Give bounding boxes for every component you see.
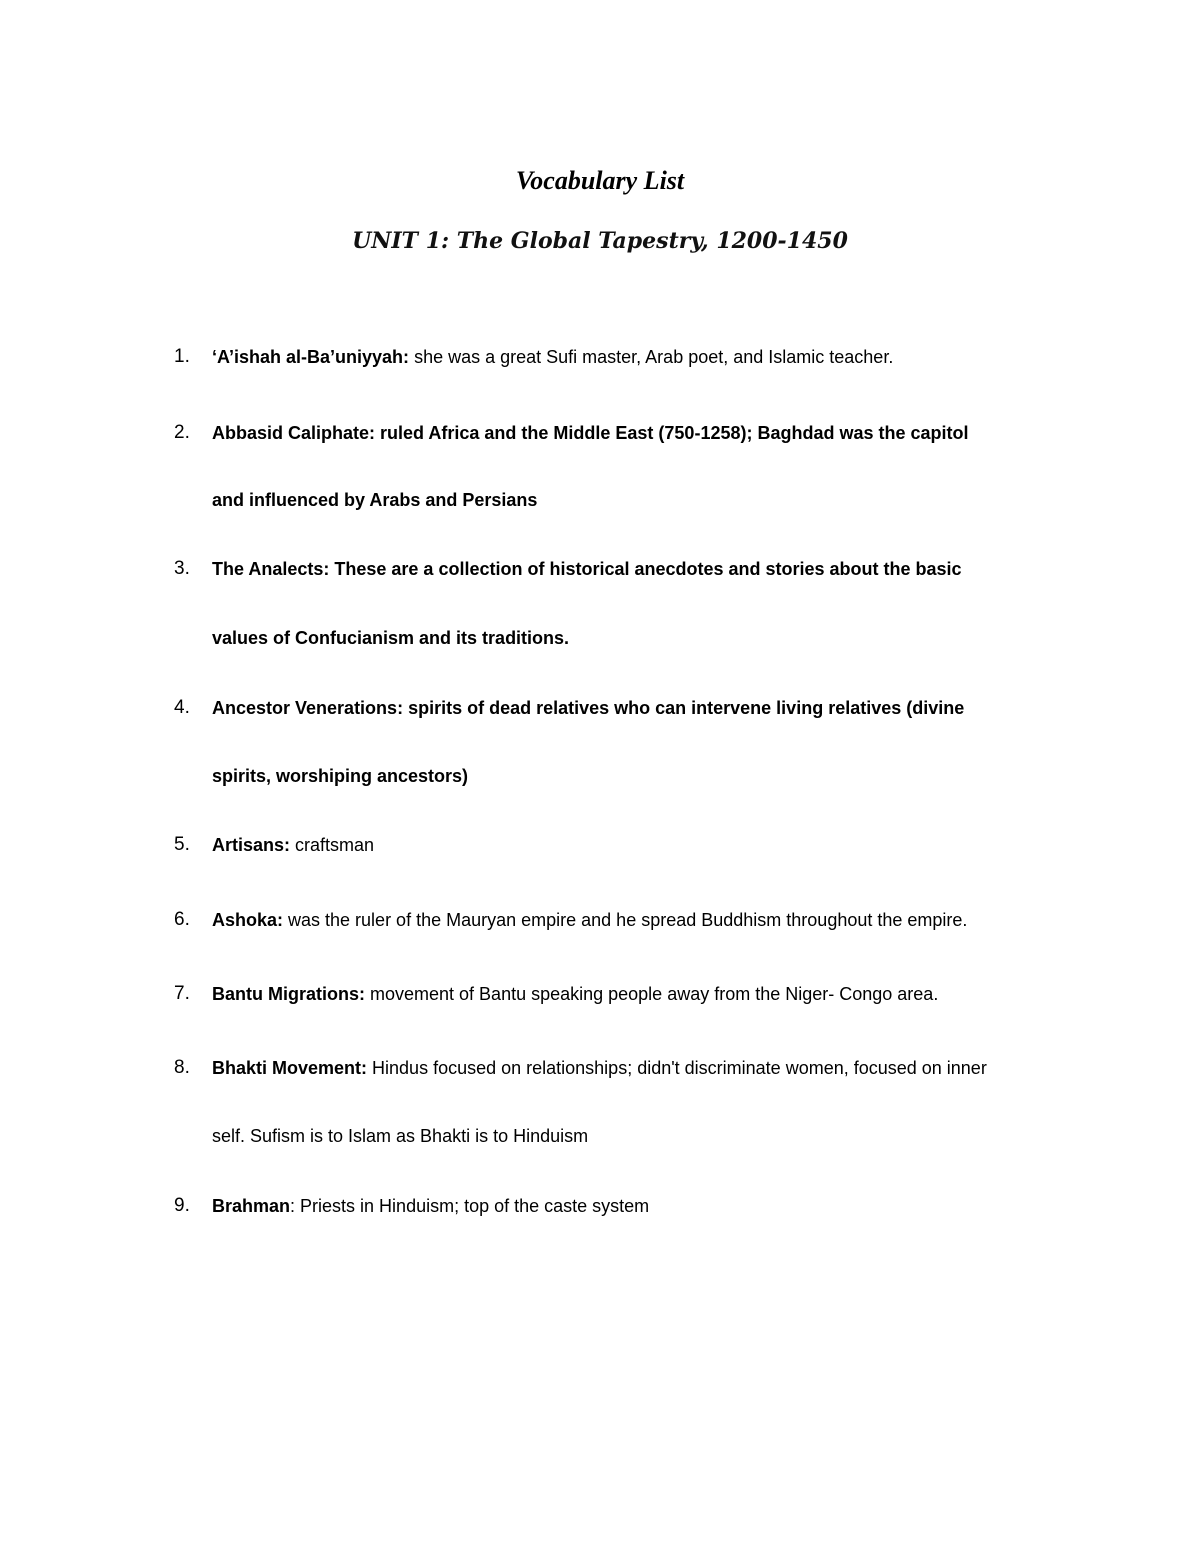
item-number: 2. bbox=[174, 422, 190, 443]
vocab-definition: : Priests in Hinduism; top of the caste system bbox=[290, 1196, 650, 1216]
vocab-definition-continued: and influenced by Arabs and Persians bbox=[212, 490, 538, 510]
item-line-continued bbox=[212, 488, 1092, 512]
vocab-definition: craftsman bbox=[290, 835, 375, 855]
item-number: 9. bbox=[174, 1195, 190, 1216]
vocab-term: Bantu Migrations: bbox=[212, 984, 365, 1004]
item-number: 7. bbox=[174, 983, 190, 1004]
item-line-continued bbox=[212, 764, 1092, 788]
item-line bbox=[212, 908, 1092, 932]
vocab-definition: movement of Bantu speaking people away from the Niger- Congo area. bbox=[365, 984, 939, 1004]
item-number: 6. bbox=[174, 909, 190, 930]
item-line-continued bbox=[212, 1124, 1092, 1148]
item-line-continued bbox=[212, 626, 1092, 650]
vocab-definition: These are a collection of historical anecdotes and stories about the basic bbox=[329, 559, 962, 579]
item-number: 8. bbox=[174, 1057, 190, 1078]
item-line bbox=[212, 1194, 1092, 1218]
document-title: Vocabulary List bbox=[515, 166, 685, 195]
vocab-definition: ruled Africa and the Middle East (750-1258); Baghdad was the capitol bbox=[375, 423, 969, 443]
item-line bbox=[212, 982, 1092, 1006]
vocab-term: Artisans: bbox=[212, 835, 291, 855]
vocab-definition: was the ruler of the Mauryan empire and he spread Buddhism throughout the empire. bbox=[283, 910, 968, 930]
vocab-definition-continued: self. Sufism is to Islam as Bhakti is to Hinduism bbox=[212, 1126, 589, 1146]
vocab-definition: spirits of dead relatives who can intervene living relatives (divine bbox=[403, 698, 965, 718]
item-line bbox=[212, 557, 1092, 581]
item-line bbox=[212, 345, 1092, 369]
vocab-term: Ancestor Venerations: bbox=[212, 698, 404, 718]
vocab-definition: Hindus focused on relationships; didn't discriminate women, focused on inner bbox=[367, 1058, 987, 1078]
item-number: 3. bbox=[174, 558, 190, 579]
document-subtitle: UNIT 1: The Global Tapestry, 1200-1450 bbox=[352, 228, 848, 254]
item-line bbox=[212, 833, 1092, 857]
vocab-definition-continued: spirits, worshiping ancestors) bbox=[212, 766, 469, 786]
vocab-term: The Analects: bbox=[212, 559, 330, 579]
vocab-term: Brahman bbox=[212, 1196, 291, 1216]
item-number: 4. bbox=[174, 697, 190, 718]
item-number: 1. bbox=[174, 346, 190, 367]
item-line bbox=[212, 421, 1092, 445]
vocab-term: Bhakti Movement: bbox=[212, 1058, 368, 1078]
vocab-term: ‘A’ishah al-Ba’uniyyah: bbox=[212, 347, 410, 367]
vocab-definition-continued: values of Confucianism and its traditions. bbox=[212, 628, 570, 648]
item-number: 5. bbox=[174, 834, 190, 855]
vocab-definition: she was a great Sufi master, Arab poet, and Islamic teacher. bbox=[409, 347, 894, 367]
item-line bbox=[212, 1056, 1092, 1080]
vocab-term: Ashoka: bbox=[212, 910, 284, 930]
vocab-term: Abbasid Caliphate: bbox=[212, 423, 376, 443]
item-line bbox=[212, 696, 1092, 720]
